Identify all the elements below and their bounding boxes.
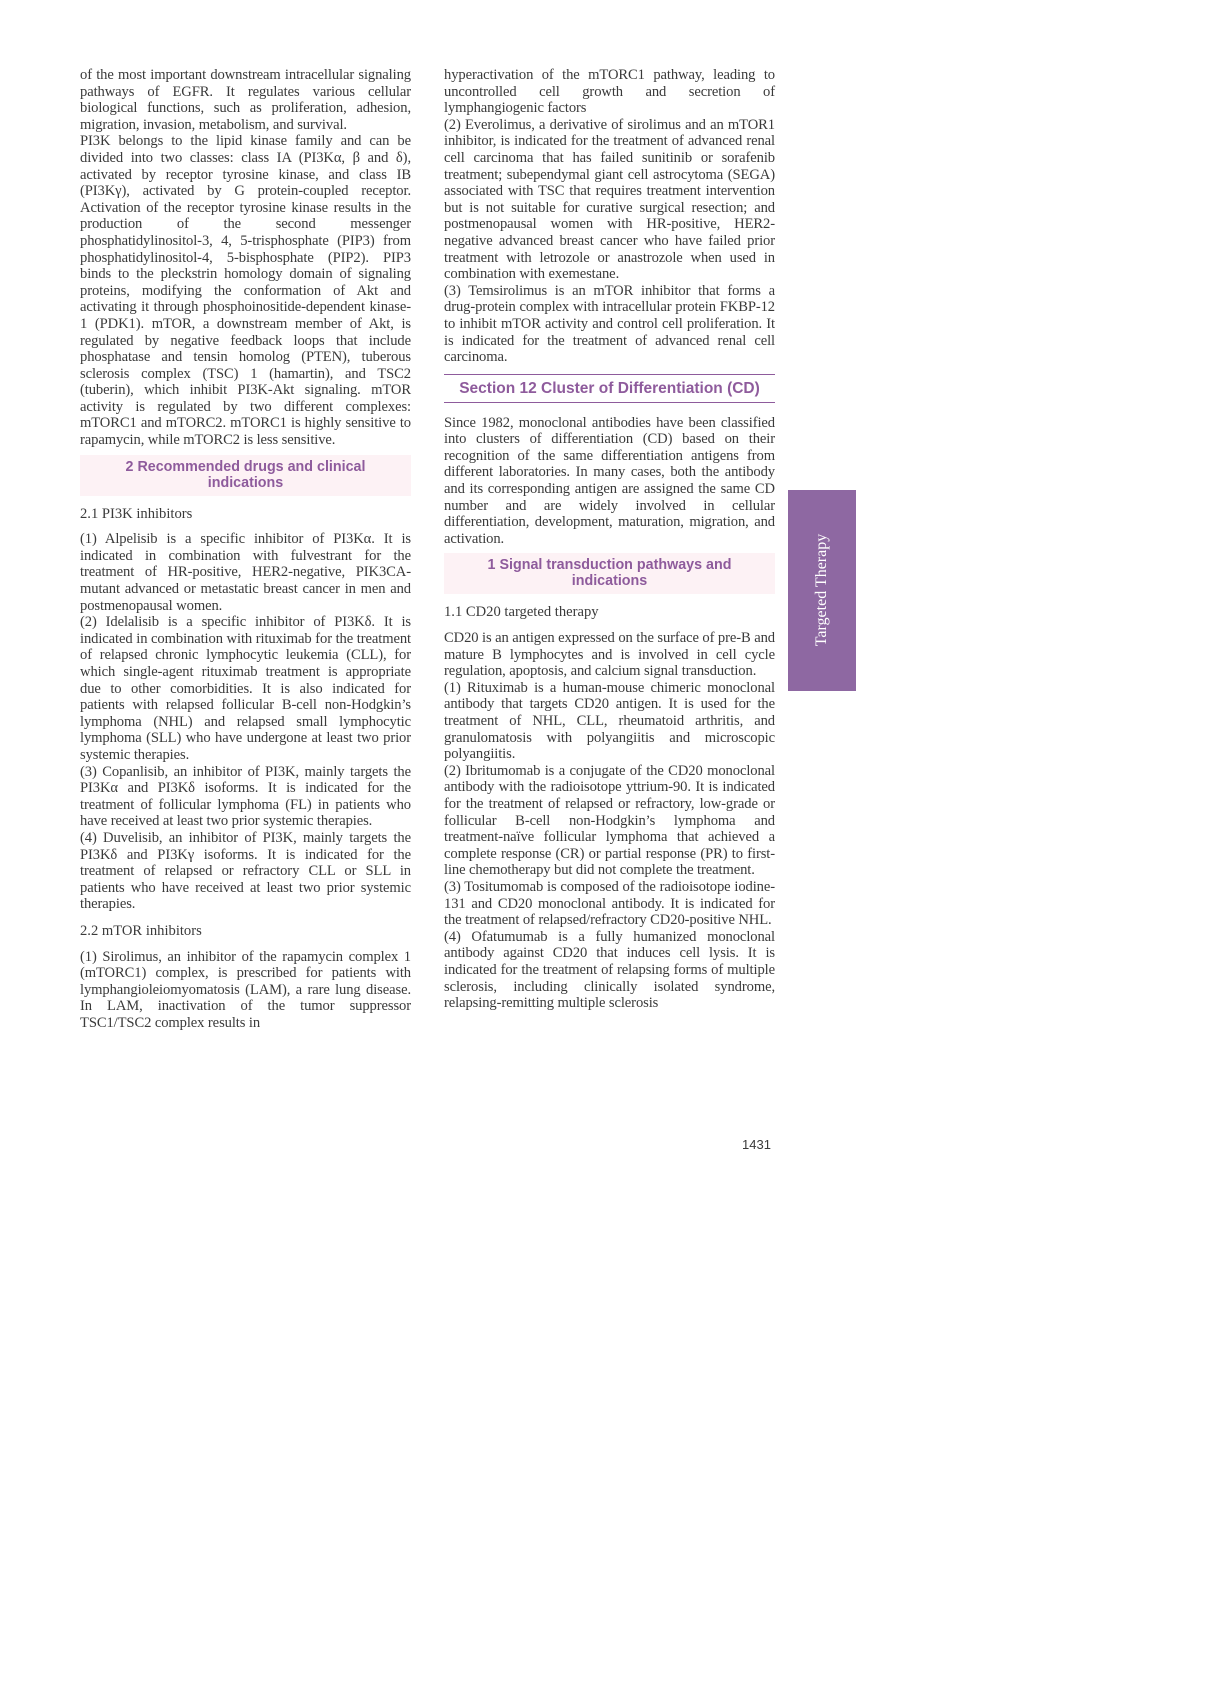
paragraph: Since 1982, monoclonal antibodies have been classified into clusters of differentiation (CD) based on their recognition of the same differentiation antigens from different laboratories. In many cases, both the antibody and its corresponding antigen are assigned the same CD number and are widely involved in cellular differentiation, development, maturation, migration, and activation. xyxy=(444,414,775,547)
section-title: Section 12 Cluster of Differentiation (CD) xyxy=(444,374,775,403)
chapter-tab-label: Targeted Therapy xyxy=(813,533,830,647)
page-number: 1431 xyxy=(742,1137,771,1152)
subsection-heading-box: 1 Signal transduction pathways and indications xyxy=(444,553,775,594)
subsection-heading-box: 2 Recommended drugs and clinical indications xyxy=(80,455,411,496)
paragraph: PI3K belongs to the lipid kinase family and can be divided into two classes: class IA (PI3Kα, β and δ), activated by receptor tyrosine kinase, and class IB (PI3Kγ), activated by G protein-coupled receptor. Activation of the receptor tyrosine kinase results in the production of the second messenger phosphatidylinositol-3, 4, 5-trisphosphate (PIP3) from phosphatidylinositol-4, 5-bisphosphate (PIP2). PIP3 binds to the pleckstrin homology domain of signaling proteins, modifying the conformation of Akt and activating it through phosphoinositide-dependent kinase-1 (PDK1). mTOR, a downstream member of Akt, is regulated by negative feedback loops that include phosphatase and tensin homolog (PTEN), tuberous sclerosis complex (TSC) 1 (hamartin), and TSC2 (tuberin), which inhibit PI3K-Akt signaling. mTOR activity is regulated by two different complexes: mTORC1 and mTORC2. mTORC1 is highly sensitive to rapamycin, while mTORC2 is less sensitive. xyxy=(80,133,411,449)
paragraph: (3) Temsirolimus is an mTOR inhibitor that forms a drug-protein complex with intracellular protein FKBP-12 to inhibit mTOR activity and control cell proliferation. It is indicated for the treatment of advanced renal cell carcinoma. xyxy=(444,282,775,366)
subsection-heading: 1.1 CD20 targeted therapy xyxy=(444,604,599,621)
paragraph: (4) Duvelisib, an inhibitor of PI3K, mainly targets the PI3Kδ and PI3Kγ isoforms. It is indicated for the treatment of relapsed or refractory CLL or SLL in patients who have received at least two prior systemic therapies. xyxy=(80,829,411,913)
paragraph: (3) Copanlisib, an inhibitor of PI3K, mainly targets the PI3Kα and PI3Kδ isoforms. It is indicated for the treatment of follicular lymphoma (FL) in patients who have received at least two prior systemic therapies. xyxy=(80,763,411,830)
subsection-heading: 2.2 mTOR inhibitors xyxy=(80,922,202,939)
paragraph: (1) Sirolimus, an inhibitor of the rapamycin complex 1 (mTORC1) complex, is prescribed for patients with lymphangioleiomyomatosis (LAM), a rare lung disease. In LAM, inactivation of the tumor suppressor TSC1/TSC2 complex results in xyxy=(80,948,411,1031)
chapter-side-tab xyxy=(788,490,856,691)
paragraph: (1) Alpelisib is a specific inhibitor of PI3Kα. It is indicated in combination with fulvestrant for the treatment of HR-positive, HER2-negative, PIK3CA-mutant advanced or metastatic breast cancer in men and postmenopausal women. xyxy=(80,531,411,614)
paragraph: (2) Everolimus, a derivative of sirolimus and an mTOR1 inhibitor, is indicated for the treatment of advanced renal cell carcinoma that has failed sunitinib or sorafenib treatment; subependymal giant cell astrocytoma (SEGA) associated with TSC that requires treatment intervention but is not suitable for curative surgical resection; and postmenopausal women with HR-positive, HER2-negative advanced breast cancer who have failed prior treatment with letrozole or anastrozole when used in combination with exemestane. xyxy=(444,116,775,283)
paragraph: (2) Ibritumomab is a conjugate of the CD20 monoclonal antibody with the radioisotope yttrium-90. It is indicated for the treatment of relapsed or refractory, low-grade or follicular B-cell non-Hodgkin’s lymphoma and treatment-naïve follicular lymphoma that achieved a complete response (CR) or partial response (PR) to first-line chemotherapy but did not complete the treatment. xyxy=(444,762,775,879)
paragraph: (3) Tositumomab is composed of the radioisotope iodine-131 and CD20 monoclonal antibody. It is indicated for the treatment of relapsed/refractory CD20-positive NHL. xyxy=(444,878,775,929)
paragraph: hyperactivation of the mTORC1 pathway, leading to uncontrolled cell growth and secretion of lymphangiogenic factors xyxy=(444,67,775,117)
paragraph: (1) Rituximab is a human-mouse chimeric monoclonal antibody that targets CD20 antigen. It is used for the treatment of NHL, CLL, rheumatoid arthritis, and granulomatosis with polyangiitis and microscopic polyangiitis. xyxy=(444,679,775,763)
right-column xyxy=(444,67,775,1012)
paragraph: (4) Ofatumumab is a fully humanized monoclonal antibody against CD20 that induces cell lysis. It is indicated for the treatment of relapsing forms of multiple sclerosis, including clinically isolated syndrome, relapsing-remitting multiple sclerosis xyxy=(444,928,775,1012)
paragraph: of the most important downstream intracellular signaling pathways of EGFR. It regulates various cellular biological functions, such as proliferation, adhesion, migration, invasion, metabolism, and survival. xyxy=(80,67,411,133)
subsection-heading: 2.1 PI3K inhibitors xyxy=(80,505,193,522)
paragraph: (2) Idelalisib is a specific inhibitor of PI3Kδ. It is indicated in combination with rituximab for the treatment of relapsed chronic lymphocytic leukemia (CLL), for which single-agent rituximab treatment is appropriate due to other comorbidities. It is also indicated for patients with relapsed follicular B-cell non-Hodgkin’s lymphoma (NHL) and relapsed small lymphocytic lymphoma (SLL) who have undergone at least two prior systemic therapies. xyxy=(80,614,411,763)
paragraph: CD20 is an antigen expressed on the surface of pre-B and mature B lymphocytes and is involved in cell cycle regulation, apoptosis, and calcium signal transduction. xyxy=(444,630,775,680)
left-column xyxy=(80,67,411,1031)
